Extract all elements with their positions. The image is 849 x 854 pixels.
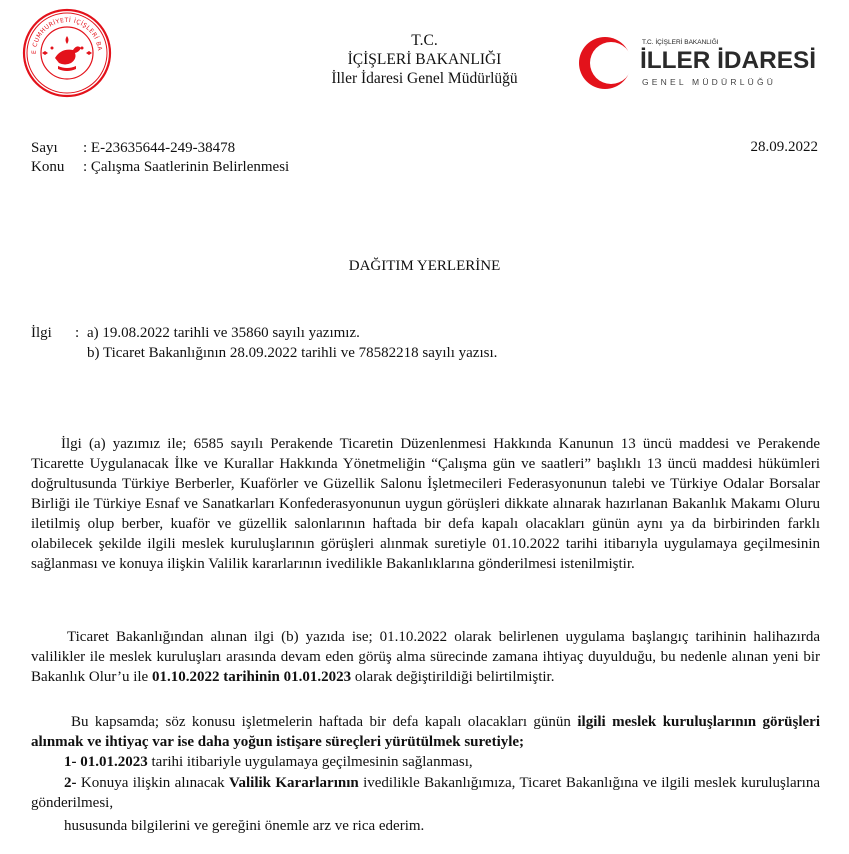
reference-block [31,323,497,363]
paragraph-2 [31,627,820,687]
reference-label: İlgi [31,325,52,341]
paragraph-1 [31,434,820,574]
paragraph-3-text: Bu kapsamda; söz konusu işletmelerin haftada bir defa kapalı olacakları günün [71,714,578,730]
konu-label: Konu [31,159,65,175]
sayi-label: Sayı [31,140,58,156]
reference-a-line [31,323,497,343]
list-item-2-text-a: Konuya ilişkin alınacak [76,775,230,791]
list-item-1-text: tarihi itibariyle uygulamaya geçilmesinin sağlanması, [147,754,473,770]
paragraph-3-bold: ilgili meslek kuruluşlarının görüşleri alınmak ve ihtiyaç var ise daha yoğun istişare süreçleri yürütülmek suretiyle; [31,714,820,750]
paragraph-3 [31,712,820,752]
document-date: 28.09.2022 [750,139,818,155]
svg-text:İLLER İDARESİ: İLLER İDARESİ [640,47,816,74]
reference-colon: : [75,325,80,341]
list-item-2 [31,773,820,813]
paragraph-2-bold: 01.10.2022 tarihinin 01.01.2023 [151,669,352,685]
closing-line: hususunda bilgilerini ve gereğini önemle arz ve rica ederim. [64,818,425,834]
list-item-2-number: 2- [64,775,77,791]
list-item-2-text-b: ivedilikle Bakanlığımıza, Ticaret Bakanlığına ve ilgili meslek kuruluşlarına gönderilmesi, [31,775,820,811]
sayi-value: : E-23635644-249-38478 [83,140,236,156]
sayi-line [31,139,235,158]
paragraph-2-text-a: Ticaret Bakanlığından alınan ilgi (b) yazıda ise; 01.10.2022 olarak belirlenen uygulama başlangıç tarihinin halihazırda valilikler ile meslek kuruluşları arasında devam eden görüş alma sürecinde zamana ihtiyaç duyulduğu, bu nedenle alınan yeni bir Bakanlık Olur’u ile [31,629,820,685]
recipient-heading: DAĞITIM YERLERİNE [348,258,501,274]
paragraph-2-text-b: olarak değiştirildiği belirtilmiştir. [351,669,555,685]
konu-value: : Çalışma Saatlerinin Belirlenmesi [83,159,290,175]
list-item-1 [64,752,820,772]
reference-b: b) Ticaret Bakanlığının 28.09.2022 tarihli ve 78582218 sayılı yazısı. [87,345,498,361]
svg-text:GENEL MÜDÜRLÜĞÜ: GENEL MÜDÜRLÜĞÜ [642,77,777,87]
reference-a: a) 19.08.2022 tarihli ve 35860 sayılı yazımız. [87,325,360,341]
konu-line [31,158,289,177]
paragraph-1-text: İlgi (a) yazımız ile; 6585 sayılı Perakende Ticaretin Düzenlenmesi Hakkında Kanunun 13 üncü maddesi ve Perakende Ticarette Uygulanacak İlke ve Kurallar Hakkında Yönetmeliğin “Çalışma gün ve saatleri” başlıklı 13 üncü maddesi hükümleri doğrultusunda Türkiye Berberler, Kuaförler ve Güzellik Salonu İşletmecileri Federasyonunun talebi ve Türkiye Odalar Borsalar Birliği ile Türkiye Esnaf ve Sanatkarları Konfederasyonunun uygun görüşleri dikkate alınarak hazırlanan Bakanlık Makamı Oluru iletilmiş olup berber, kuaför ve güzellik salonlarının haftada bir defa kapalı olacakları günün aynı ya da birbirinden farklı olabilecek şekilde ilgili meslek kuruluşlarının görüşleri alınmak suretiyle 01.10.2022 tarihi itibarıyla uygulamaya geçilmesinin sağlanması ve konuya ilişkin Valilik kararlarının ivedilikle Bakanlıklarına gönderilmesi istenilmiştir. [31,436,820,572]
header-line-tc: T.C. [411,32,438,49]
header-line-directorate: İller İdaresi Genel Müdürlüğü [331,70,518,87]
svg-text:T.C. İÇİŞLERİ BAKANLIĞI: T.C. İÇİŞLERİ BAKANLIĞI [642,39,719,46]
reference-b-line [31,343,497,363]
header-line-ministry: İÇİŞLERİ BAKANLIĞI [347,51,502,68]
list-item-2-bold: Valilik Kararlarının [229,775,359,791]
list-item-1-bold: 1- 01.01.2023 [64,754,148,770]
iller-idaresi-logo [578,33,818,93]
svg-text:TÜRKİYE CUMHURİYETİ İÇİŞLERİ B: E CUMHURİYETİ İÇİŞLERİ BA [30,16,103,55]
